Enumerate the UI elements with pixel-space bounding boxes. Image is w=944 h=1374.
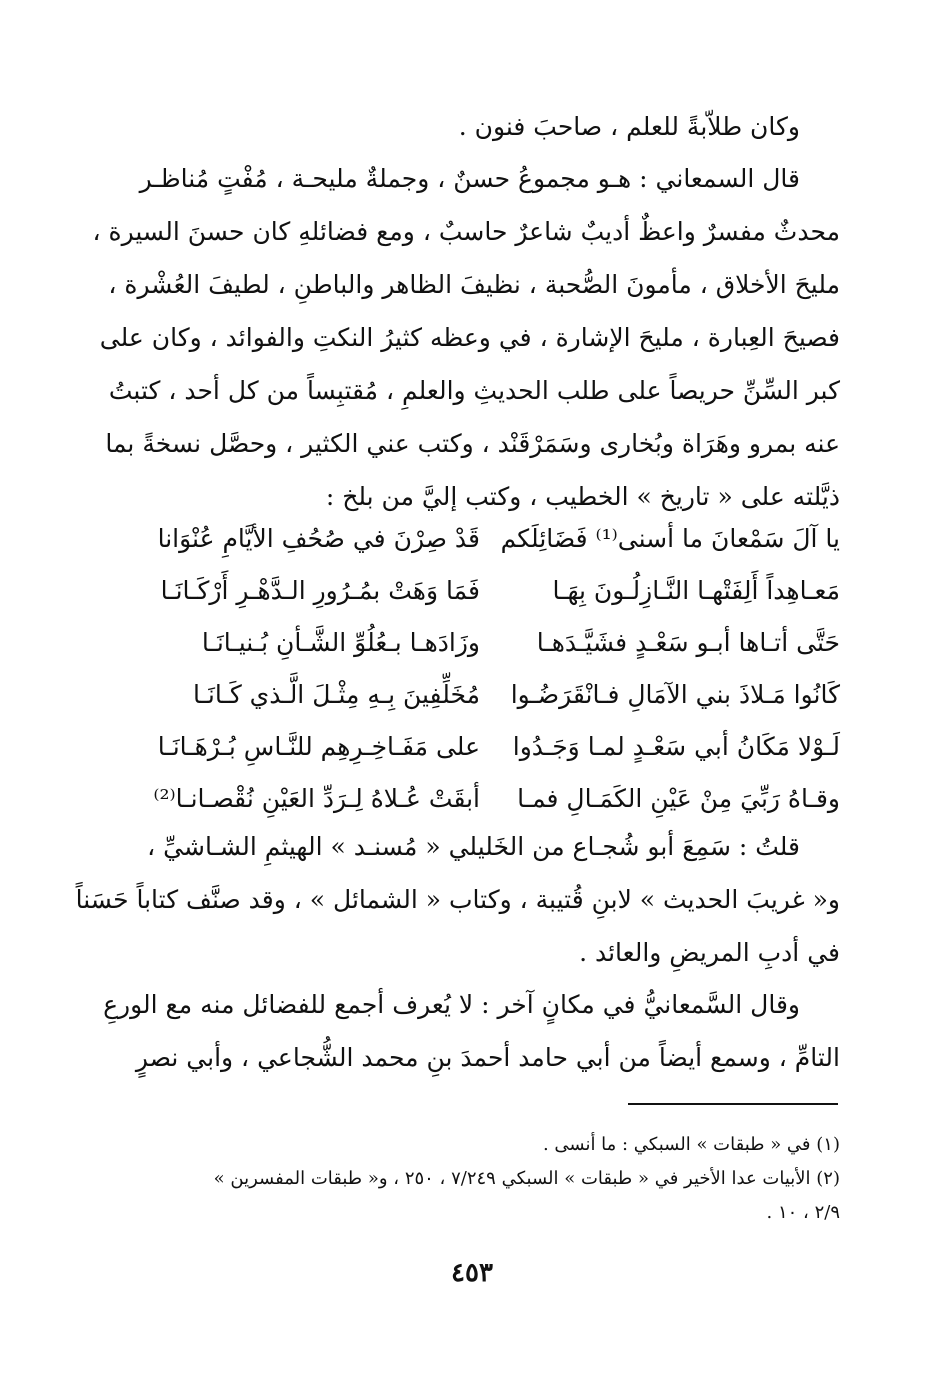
text-line: فصيحَ العِبارة ، مليحَ الإشارة ، في وعظه كثيرُ النكتِ والفوائد ، وكان على xyxy=(99,323,840,352)
text-line: ذيَّلته على « تاريخ » الخطيب ، وكتب إليَّ من بلخ : xyxy=(325,482,840,511)
text-line: وقال السَّمعانيُّ في مكانٍ آخر : لا يُعرف أجمع للفضائل منه مع الورعِ xyxy=(103,990,800,1019)
verse-first-hemistich: حَتَّى أتـاها أبـو سَعْـدٍ فشَيَّـدَهـا xyxy=(536,628,840,657)
paragraph-3 xyxy=(75,820,840,979)
text-line: قال السمعاني : هـو مجموعُ حسنٌ ، وجملةٌ مليحـة ، مُفْتٍ مُناظـر xyxy=(139,164,800,193)
verse-first-hemistich: لَـوْلا مَكَانُ أبي سَعْـدٍ لمـا وَجَـدُوا xyxy=(512,732,840,761)
text-line: التامِّ ، وسمع أيضاً من أبي حامد أحمدَ بنِ محمد الشُّجاعي ، وأبي نصرٍ xyxy=(135,1043,840,1072)
verse-second-hemistich: أبقَتْ عُـلاهُ لِـرَدِّ العَيْنِ نُقْصـانـا⁽²⁾ xyxy=(153,784,480,813)
paragraph-4 xyxy=(103,978,840,1084)
verse-first-hemistich: كَانُوا مَـلاذَ بني الآمَالِ فـانْقَرَضُـوا xyxy=(510,680,840,709)
poem-verse xyxy=(150,669,840,721)
text-line: و« غريبَ الحديث » لابنِ قُتيبة ، وكتاب « الشمائل » ، وقد صنَّف كتاباً حَسَناً xyxy=(75,885,840,914)
verse-second-hemistich: على مَفَـاخِـرِهِم للنَّـاسِ بُـرْهَـانَـا xyxy=(157,732,480,761)
poem-verse xyxy=(150,773,840,825)
poem-verse xyxy=(150,565,840,617)
text-line: محدثٌ مفسرٌ واعظٌ أديبٌ شاعرٌ حاسبٌ ، ومع فضائلهِ كان حسنَ السيرة ، xyxy=(92,217,840,246)
poem-verse xyxy=(150,513,840,565)
footnote: (١) في « طبقات » السبكي : ما أنسى . xyxy=(542,1134,840,1155)
page-number: ٤٥٣ xyxy=(451,1258,493,1288)
footnote-continuation: ٢/٩ ، ١٠ . xyxy=(766,1202,840,1223)
poem-verse xyxy=(150,721,840,773)
text-line: كبر السِّنِّ حريصاً على طلب الحديثِ والعلمِ ، مُقتبِساً من كل أحد ، كتبتُ xyxy=(108,376,840,405)
footnote-separator xyxy=(628,1103,838,1105)
verse-second-hemistich: وزَادَهـا بـعُلُوِّ الشَّـأنِ بُـنيـانَـا xyxy=(201,628,480,657)
verse-second-hemistich: فَمَا وَهَتْ بمُـرُورِ الـدَّهْـرِ أَرْكَـانَـا xyxy=(160,576,480,605)
text-line: في أدبِ المريضِ والعائد . xyxy=(579,938,840,967)
verse-second-hemistich: مُخَلِّفِينَ بِـهِ مِثْـلَ الَّـذي كَـانَـا xyxy=(192,680,480,709)
footnotes xyxy=(160,1128,840,1230)
verse-first-hemistich: مَعـاهِداً أَلِفَتْهـا النَّـازِلُـونَ بِهَـا xyxy=(552,576,840,605)
text-line: مليحَ الأخلاق ، مأمونَ الصُّحبة ، نظيفَ الظاهر والباطنِ ، لطيفَ العُشْرة ، xyxy=(108,270,840,299)
paragraph-2 xyxy=(92,152,840,523)
verse-first-hemistich: يا آلَ سَمْعانَ ما أسنى⁽¹⁾ فَضَائِلَكم xyxy=(500,524,840,553)
poem-verse xyxy=(150,617,840,669)
paragraph-1 xyxy=(150,100,840,153)
text-line: عنه بمرو وهَرَاة وبُخارى وسَمَرْقَنْد ، وكتب عني الكثير ، وحصَّل نسخةً بما xyxy=(105,429,840,458)
poem xyxy=(150,513,840,825)
footnote: (٢) الأبيات عدا الأخير في « طبقات » السبكي ٧/٢٤٩ ، ٢٥٠ ، و« طبقات المفسرين » xyxy=(213,1168,840,1189)
text-line: قلتُ : سَمِعَ أبو شُجـاع من الخَليلي « مُسنـد » الهيثمِ الشـاشيِّ ، xyxy=(147,832,800,861)
text-line: وكان طلاّبةً للعلم ، صاحبَ فنون . xyxy=(458,112,800,141)
verse-second-hemistich: قَدْ صِرْنَ في صُحُفِ الأيَّامِ عُنْوَانا xyxy=(157,524,480,553)
verse-first-hemistich: وقـاهُ رَبِّيَ مِنْ عَيْنِ الكَمَـالِ فمـا xyxy=(517,784,840,813)
